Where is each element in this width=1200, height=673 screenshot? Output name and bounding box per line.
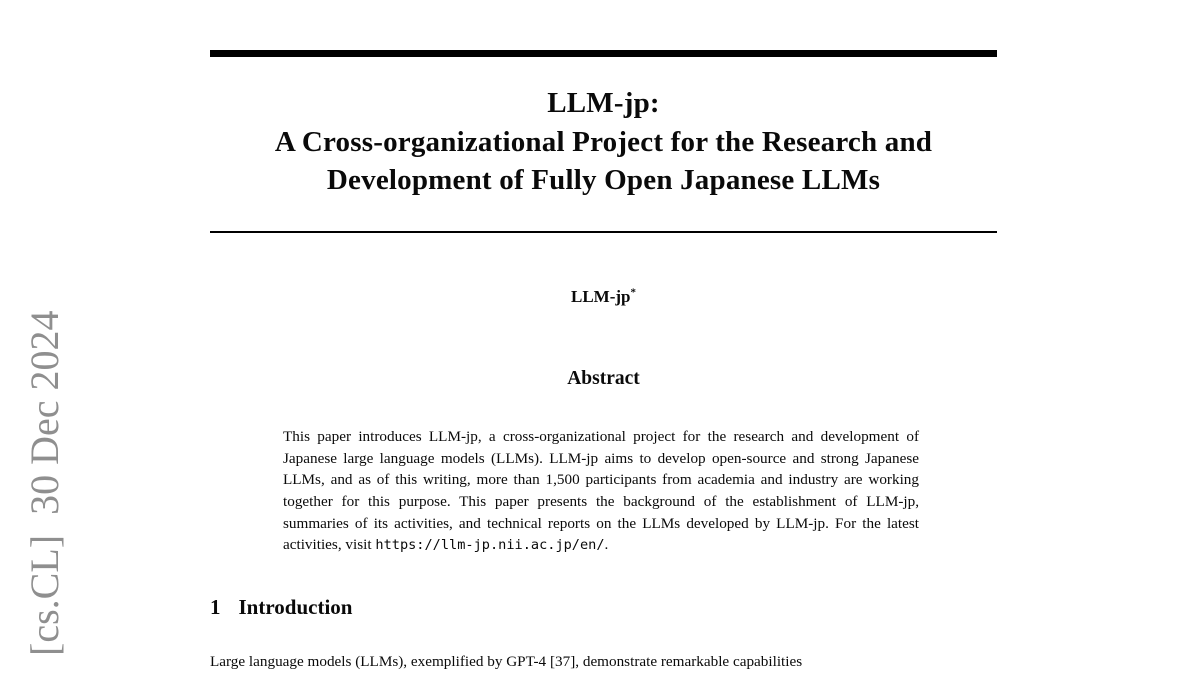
author-line <box>210 287 997 307</box>
introduction-first-line: Large language models (LLMs), exemplified by GPT-4 [37], demonstrate remarkable capabilities <box>210 653 803 671</box>
title-top-rule <box>210 50 997 57</box>
author-name: LLM-jp <box>571 287 631 306</box>
section-heading-introduction <box>210 595 997 620</box>
paper-title-line-1: LLM-jp: <box>547 87 660 119</box>
section-title: Introduction <box>238 595 353 619</box>
abstract-text-suffix: . <box>604 536 609 554</box>
abstract-paragraph <box>283 426 919 557</box>
abstract-url-link[interactable]: https://llm-jp.nii.ac.jp/en/ <box>375 537 605 554</box>
author-footnote-mark: * <box>630 286 636 299</box>
paper-title-line-3: Development of Fully Open Japanese LLMs <box>326 164 881 196</box>
paper-title-line-2: A Cross-organizational Project for the Research and <box>274 125 933 158</box>
abstract-text: This paper introduces LLM-jp, a cross-organizational project for the research and development of Japanese large language models (LLMs). LLM-jp aims to develop open-source and strong Japanese LLMs, and as of this writing, more than 1,500 participants from academia and industry are working together for this purpose. This paper presents the background of the establishment of LLM-jp, summaries of its activities, and technical reports on the LLMs developed by LLM-jp. For the latest activities, visit <box>283 428 919 554</box>
section-number: 1 <box>210 595 221 619</box>
paper-title <box>210 84 997 200</box>
abstract-heading: Abstract <box>567 368 640 389</box>
title-bottom-rule <box>210 231 997 233</box>
arxiv-stamp: [cs.CL] 30 Dec 2024 <box>22 310 67 656</box>
